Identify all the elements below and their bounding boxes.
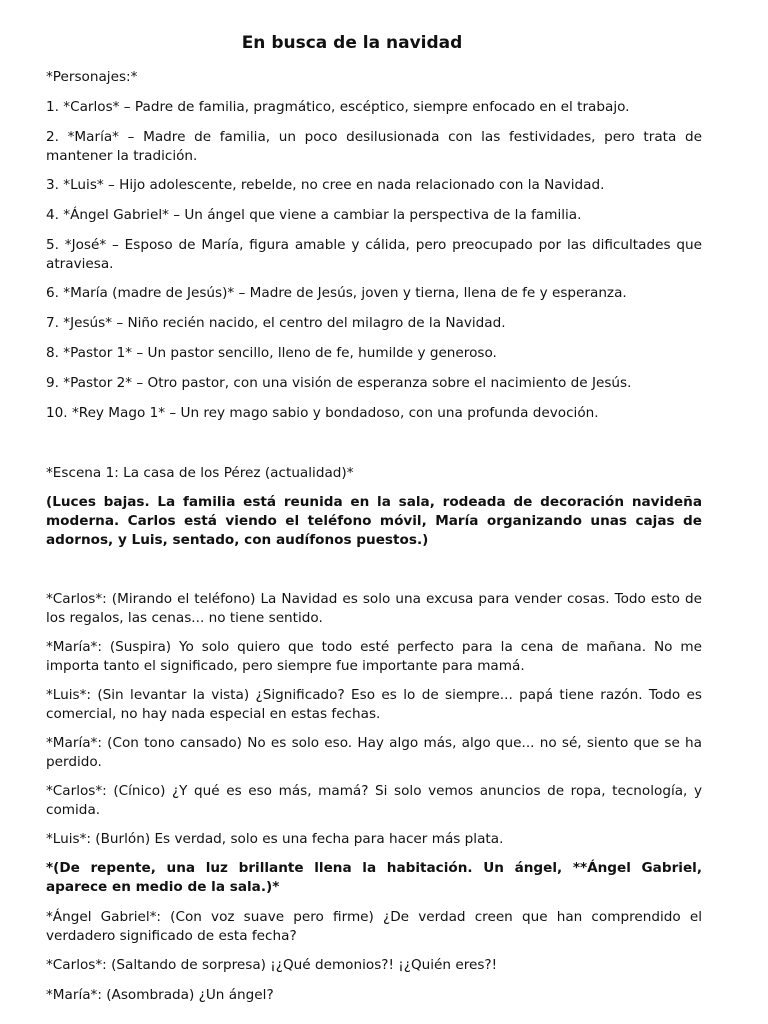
- document-title: En busca de la navidad: [241, 33, 463, 53]
- dialogue-line: *Luis*: (Sin levantar la vista) ¿Significado? Eso es lo de siempre... papá tiene razón. Todo es comercial, no hay nada especial en estas fechas.: [46, 687, 702, 722]
- character-item: 6. *María (madre de Jesús)* – Madre de Jesús, joven y tierna, llena de fe y esperanza.: [46, 285, 627, 301]
- dialogue-line: *Carlos*: (Saltando de sorpresa) ¡¿Qué demonios?! ¡¿Quién eres?!: [46, 957, 498, 973]
- dialogue-line: *Carlos*: (Cínico) ¿Y qué es eso más, mamá? Si solo vemos anuncios de ropa, tecnología, y comida.: [46, 783, 702, 818]
- character-item: 4. *Ángel Gabriel* – Un ángel que viene a cambiar la perspectiva de la familia.: [46, 207, 582, 223]
- character-item: 9. *Pastor 2* – Otro pastor, con una visión de esperanza sobre el nacimiento de Jesús.: [46, 375, 632, 391]
- dialogue-line: *Carlos*: (Mirando el teléfono) La Navidad es solo una excusa para vender cosas. Todo esto de los regalos, las cenas... no tiene sentido.: [46, 591, 702, 626]
- character-item: 7. *Jesús* – Niño recién nacido, el centro del milagro de la Navidad.: [46, 315, 506, 331]
- character-item: 8. *Pastor 1* – Un pastor sencillo, lleno de fe, humilde y generoso.: [46, 345, 497, 361]
- characters-heading: *Personajes:*: [46, 69, 138, 85]
- dialogue-line: *María*: (Asombrada) ¿Un ángel?: [46, 987, 274, 1003]
- dialogue-line: *María*: (Suspira) Yo solo quiero que todo esté perfecto para la cena de mañana. No me importa tanto el significado, pero siempre fue importante para mamá.: [46, 639, 702, 674]
- character-item: 3. *Luis* – Hijo adolescente, rebelde, no cree en nada relacionado con la Navidad.: [46, 177, 605, 193]
- scene-heading: *Escena 1: La casa de los Pérez (actualidad)*: [46, 465, 354, 481]
- character-item: 10. *Rey Mago 1* – Un rey mago sabio y bondadoso, con una profunda devoción.: [46, 405, 599, 421]
- stage-direction: (Luces bajas. La familia está reunida en la sala, rodeada de decoración navideña moderna. Carlos está viendo el teléfono móvil, María organizando unas cajas de adornos, y Luis, sentado, con audífonos puestos.): [46, 494, 702, 548]
- stage-direction: *(De repente, una luz brillante llena la habitación. Un ángel, **Ángel Gabriel, aparece en medio de la sala.)*: [46, 860, 702, 895]
- dialogue-line: *María*: (Con tono cansado) No es solo eso. Hay algo más, algo que... no sé, siento que se ha perdido.: [46, 735, 702, 770]
- dialogue-line: *Luis*: (Burlón) Es verdad, solo es una fecha para hacer más plata.: [46, 831, 504, 847]
- character-item: 1. *Carlos* – Padre de familia, pragmático, escéptico, siempre enfocado en el trabajo.: [46, 99, 630, 115]
- dialogue-line: *Ángel Gabriel*: (Con voz suave pero firme) ¿De verdad creen que han comprendido el verdadero significado de esta fecha?: [46, 909, 702, 944]
- character-item: 5. *José* – Esposo de María, figura amable y cálida, pero preocupado por las dificultades que atraviesa.: [46, 237, 702, 272]
- character-item: 2. *María* – Madre de familia, un poco desilusionada con las festividades, pero trata de mantener la tradición.: [46, 129, 702, 164]
